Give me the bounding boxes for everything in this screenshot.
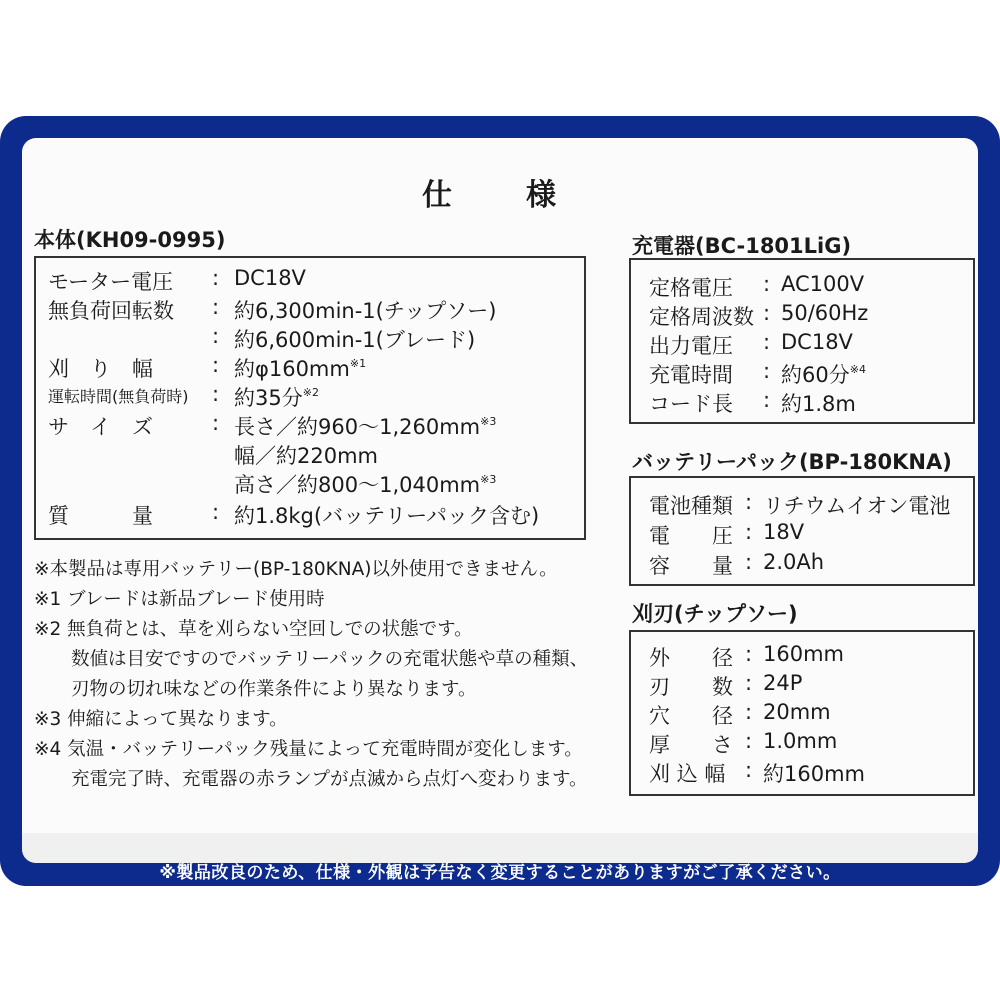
spec-label: 無負荷回転数 bbox=[48, 299, 174, 323]
spec-label: 刈 り 幅 bbox=[48, 357, 153, 381]
spec-value: DC18V bbox=[781, 330, 853, 354]
spec-label: 出力電圧 bbox=[649, 334, 733, 358]
colon: : bbox=[745, 520, 753, 544]
spec-label: 充電時間 bbox=[649, 363, 733, 387]
colon: : bbox=[745, 642, 753, 666]
battery-title: バッテリーパック(BP-180KNA) bbox=[632, 450, 952, 474]
spec-label: 穴 径 bbox=[649, 704, 733, 728]
colon: : bbox=[763, 330, 771, 354]
battery-spec-box bbox=[629, 476, 975, 586]
colon: : bbox=[745, 700, 753, 724]
spec-label: サ イ ズ bbox=[48, 415, 153, 439]
spec-value: 約6,300min-1(チップソー) bbox=[234, 299, 497, 323]
colon: : bbox=[763, 301, 771, 325]
spec-label: コード長 bbox=[649, 392, 733, 416]
spec-value: 約160mm bbox=[763, 762, 865, 786]
spec-label: 外 径 bbox=[649, 646, 733, 670]
spec-label: 定格周波数 bbox=[649, 305, 754, 329]
spec-label: 容 量 bbox=[649, 554, 733, 578]
spec-value: 24P bbox=[763, 671, 803, 695]
colon: : bbox=[763, 272, 771, 296]
footer-disclaimer: ※製品改良のため、仕様・外観は予告なく変更することがありますがご了承ください。 bbox=[159, 863, 841, 883]
spec-value: 160mm bbox=[763, 642, 844, 666]
colon: : bbox=[212, 295, 220, 319]
colon: : bbox=[745, 729, 753, 753]
colon: : bbox=[212, 500, 220, 524]
colon: : bbox=[212, 266, 220, 290]
spec-value: 2.0Ah bbox=[763, 550, 825, 574]
spec-label: 電 圧 bbox=[649, 524, 733, 548]
colon: : bbox=[745, 671, 753, 695]
spec-value: 長さ／約960～1,260mm bbox=[234, 415, 481, 439]
note-line: ※1 ブレードは新品ブレード使用時 bbox=[34, 589, 325, 610]
spec-value: AC100V bbox=[781, 272, 865, 296]
note-line: ※本製品は専用バッテリー(BP-180KNA)以外使用できません。 bbox=[34, 559, 558, 580]
main-body-spec-box bbox=[34, 256, 586, 540]
spec-label: 刃 数 bbox=[649, 675, 733, 699]
spec-value: 約1.8m bbox=[781, 392, 856, 416]
spec-label: モーター電圧 bbox=[48, 270, 174, 294]
spec-label: 厚 さ bbox=[649, 733, 733, 757]
spec-value: 50/60Hz bbox=[781, 301, 869, 325]
footnote-ref: ※3 bbox=[480, 473, 497, 486]
charger-title: 充電器(BC-1801LiG) bbox=[632, 234, 852, 258]
spec-label: 質 量 bbox=[48, 504, 153, 528]
footnote-ref: ※2 bbox=[302, 386, 319, 399]
colon: : bbox=[212, 353, 220, 377]
colon: : bbox=[763, 359, 771, 383]
colon: : bbox=[745, 758, 753, 782]
note-line: 数値は目安ですのでバッテリーパックの充電状態や草の種類、 bbox=[34, 649, 589, 670]
colon: : bbox=[212, 324, 220, 348]
page-title: 仕 様 bbox=[422, 178, 578, 213]
spec-value: 約60分 bbox=[781, 363, 850, 387]
colon: : bbox=[212, 411, 220, 435]
colon: : bbox=[745, 490, 753, 514]
spec-value: 20mm bbox=[763, 700, 831, 724]
spec-label: 運転時間(無負荷時) bbox=[48, 387, 189, 406]
note-line: ※3 伸縮によって異なります。 bbox=[34, 709, 288, 730]
spec-value: リチウムイオン電池 bbox=[763, 494, 951, 518]
charger-spec-box bbox=[629, 258, 975, 424]
note-line: ※2 無負荷とは、草を刈らない空回しでの状態です。 bbox=[34, 619, 473, 640]
note-line: 刃物の切れ味などの作業条件により異なります。 bbox=[34, 679, 477, 700]
spec-label: 定格電圧 bbox=[649, 276, 733, 300]
colon: : bbox=[745, 550, 753, 574]
spec-value: 約φ160mm bbox=[234, 357, 350, 381]
footnote-ref: ※4 bbox=[849, 363, 866, 376]
note-line: ※4 気温・バッテリーパック残量によって充電時間が変化します。 bbox=[34, 739, 583, 760]
spec-value: 1.0mm bbox=[763, 729, 838, 753]
blade-title: 刈刃(チップソー) bbox=[632, 602, 798, 626]
blade-spec-box bbox=[629, 630, 975, 796]
spec-value: DC18V bbox=[234, 266, 306, 290]
spec-label: 刈 込 幅 bbox=[649, 762, 726, 786]
footnote-ref: ※3 bbox=[480, 415, 497, 428]
spec-label: 電池種類 bbox=[649, 494, 733, 518]
spec-value: 約6,600min-1(ブレード) bbox=[234, 328, 476, 352]
spec-value: 高さ／約800～1,040mm bbox=[234, 473, 481, 497]
colon: : bbox=[763, 388, 771, 412]
spec-value: 約1.8kg(バッテリーパック含む) bbox=[234, 504, 540, 528]
main-body-title: 本体(KH09-0995) bbox=[34, 228, 226, 252]
spec-value: 18V bbox=[763, 520, 805, 544]
colon: : bbox=[212, 382, 220, 406]
spec-value: 幅／約220mm bbox=[234, 444, 378, 468]
note-line: 充電完了時、充電器の赤ランプが点滅から点灯へ変わります。 bbox=[34, 769, 588, 790]
footnote-ref: ※1 bbox=[349, 357, 367, 370]
spec-value: 約35分 bbox=[234, 386, 303, 410]
